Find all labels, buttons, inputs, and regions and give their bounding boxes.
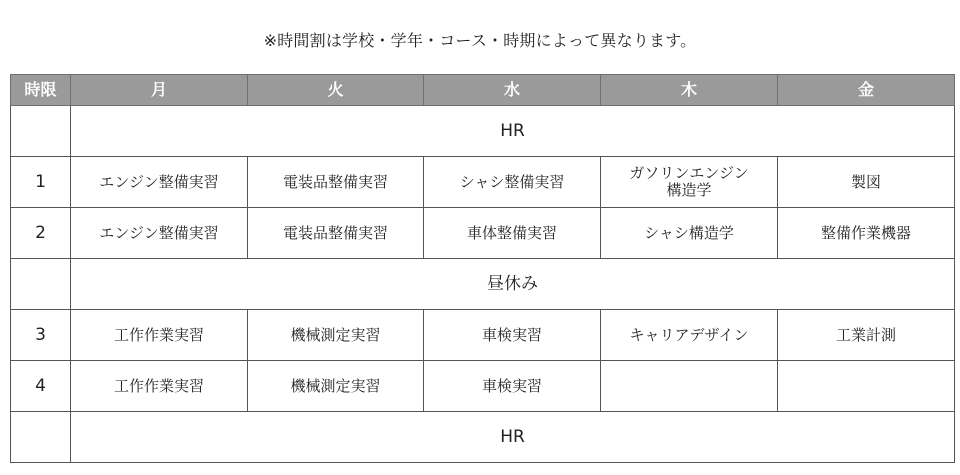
header-day-mon: 月 bbox=[71, 75, 248, 106]
class-cell bbox=[71, 310, 248, 361]
header-row bbox=[11, 75, 955, 106]
class-cell bbox=[424, 157, 601, 208]
class-name: 工作作業実習 bbox=[113, 325, 204, 344]
class-name: 車体整備実習 bbox=[466, 223, 557, 242]
class-cell bbox=[424, 208, 601, 259]
class-name: シャシ構造学 bbox=[644, 223, 734, 242]
class-name: ガソリンエンジン bbox=[629, 164, 749, 182]
span-cell: HR bbox=[71, 412, 955, 463]
header-day-wed: 水 bbox=[424, 75, 601, 106]
class-cell bbox=[601, 157, 778, 208]
class-cell bbox=[248, 361, 424, 412]
class-name: エンジン整備実習 bbox=[99, 223, 219, 242]
table-row bbox=[11, 208, 955, 259]
class-name: 工作作業実習 bbox=[113, 376, 204, 395]
class-name: 整備作業機器 bbox=[820, 223, 911, 242]
class-name: エンジン整備実習 bbox=[99, 172, 219, 191]
class-name: キャリアデザイン bbox=[629, 325, 749, 344]
class-cell bbox=[71, 157, 248, 208]
period-cell bbox=[11, 106, 71, 157]
class-cell bbox=[601, 361, 778, 412]
class-cell bbox=[601, 208, 778, 259]
table-row bbox=[11, 310, 955, 361]
period-cell bbox=[11, 412, 71, 463]
class-cell bbox=[248, 208, 424, 259]
table-row bbox=[11, 361, 955, 412]
header-day-tue: 火 bbox=[248, 75, 424, 106]
class-cell bbox=[248, 310, 424, 361]
timetable-note: ※時間割は学校・学年・コース・時期によって異なります。 bbox=[263, 31, 697, 50]
class-name: 機械測定実習 bbox=[290, 376, 381, 395]
class-name: 車検実習 bbox=[481, 325, 542, 344]
class-cell bbox=[778, 208, 955, 259]
period-cell: 3 bbox=[11, 310, 71, 361]
class-name: 製図 bbox=[850, 172, 881, 191]
class-name: 車検実習 bbox=[481, 376, 542, 395]
period-cell: 1 bbox=[11, 157, 71, 208]
class-name: 電装品整備実習 bbox=[282, 223, 388, 242]
class-cell bbox=[424, 361, 601, 412]
class-cell bbox=[778, 310, 955, 361]
class-cell bbox=[601, 310, 778, 361]
period-cell: 2 bbox=[11, 208, 71, 259]
header-day-thu: 木 bbox=[601, 75, 778, 106]
class-cell bbox=[248, 157, 424, 208]
class-cell bbox=[778, 157, 955, 208]
class-name: 電装品整備実習 bbox=[282, 172, 388, 191]
period-cell: 4 bbox=[11, 361, 71, 412]
table-row bbox=[11, 106, 955, 157]
class-cell bbox=[71, 361, 248, 412]
class-cell bbox=[71, 208, 248, 259]
timetable-body bbox=[11, 106, 955, 463]
header-day-fri: 金 bbox=[778, 75, 955, 106]
period-cell bbox=[11, 259, 71, 310]
span-cell: 昼休み bbox=[71, 259, 955, 310]
header-period: 時限 bbox=[11, 75, 71, 106]
class-cell bbox=[424, 310, 601, 361]
table-row bbox=[11, 412, 955, 463]
class-name: 構造学 bbox=[666, 181, 712, 199]
span-cell: HR bbox=[71, 106, 955, 157]
class-cell bbox=[778, 361, 955, 412]
class-name: シャシ整備実習 bbox=[459, 172, 565, 191]
timetable bbox=[10, 74, 955, 463]
class-name: 機械測定実習 bbox=[290, 325, 381, 344]
class-name: 工業計測 bbox=[835, 325, 896, 344]
table-row bbox=[11, 259, 955, 310]
table-row bbox=[11, 157, 955, 208]
